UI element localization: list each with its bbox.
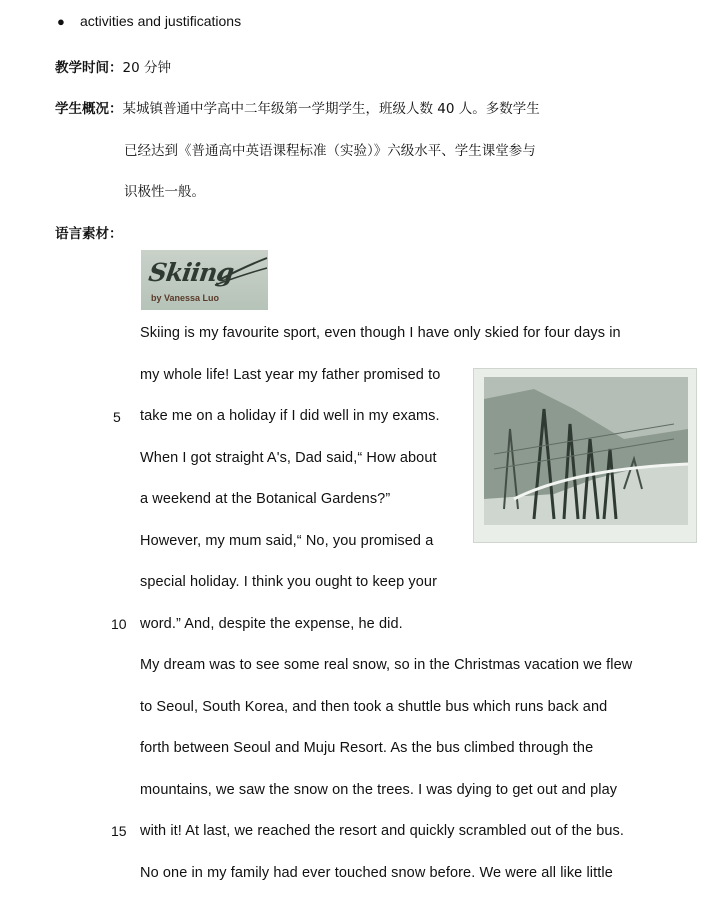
ski-slope-photo-icon	[474, 369, 696, 542]
teaching-time-row	[55, 56, 171, 76]
line-number-10: 10	[111, 616, 127, 632]
passage-line: My dream was to see some real snow, so in the Christmas vacation we flew	[140, 657, 633, 673]
passage-line: No one in my family had ever touched snow before. We were all like little	[140, 865, 613, 881]
passage-line: take me on a holiday if I did well in my exams.	[140, 408, 440, 424]
passage-line: with it! At last, we reached the resort and quickly scrambled out of the bus.	[140, 823, 625, 839]
passage-line: to Seoul, South Korea, and then took a shuttle bus which runs back and	[140, 699, 608, 715]
passage-line: When I got straight A's, Dad said,“ How about	[140, 450, 437, 466]
bullet-text: activities and justifications	[80, 13, 242, 29]
ski-slope-photo	[473, 368, 697, 543]
passage-line: my whole life! Last year my father promised to	[140, 367, 441, 383]
skiing-title-logo	[141, 250, 268, 310]
student-profile-line-1: 某城镇普通中学高中二年级第一学期学生，班级人数 40 人。多数学生	[122, 101, 540, 117]
passage-line: However, my mum said,“ No, you promised a	[140, 533, 434, 549]
student-profile-row	[55, 97, 540, 117]
student-profile-line-2: 已经达到《普通高中英语课程标准（实验）》六级水平、学生课堂参与	[124, 143, 536, 159]
passage-line: special holiday. I think you ought to keep your	[140, 574, 438, 590]
passage-line: a weekend at the Botanical Gardens?”	[140, 491, 391, 507]
passage-line: word.” And, despite the expense, he did.	[140, 616, 403, 632]
skiing-logo-byline: by Vanessa Luo	[151, 293, 220, 303]
teaching-time-value: 20 分钟	[122, 60, 171, 76]
line-number-5: 5	[113, 409, 121, 425]
teaching-time-label: 教学时间：	[55, 60, 123, 76]
skiing-logo-word: Skiing	[146, 258, 236, 287]
line-number-15: 15	[111, 823, 127, 839]
passage-line: mountains, we saw the snow on the trees. I was dying to get out and play	[140, 782, 618, 798]
language-material-label: 语言素材：	[55, 226, 123, 242]
student-profile-label: 学生概况：	[55, 101, 123, 117]
passage-line: forth between Seoul and Muju Resort. As the bus climbed through the	[140, 740, 594, 756]
passage-line: Skiing is my favourite sport, even though I have only skied for four days in	[140, 325, 621, 341]
bullet-dot: ●	[57, 14, 65, 29]
student-profile-line-3: 识极性一般。	[124, 184, 205, 200]
